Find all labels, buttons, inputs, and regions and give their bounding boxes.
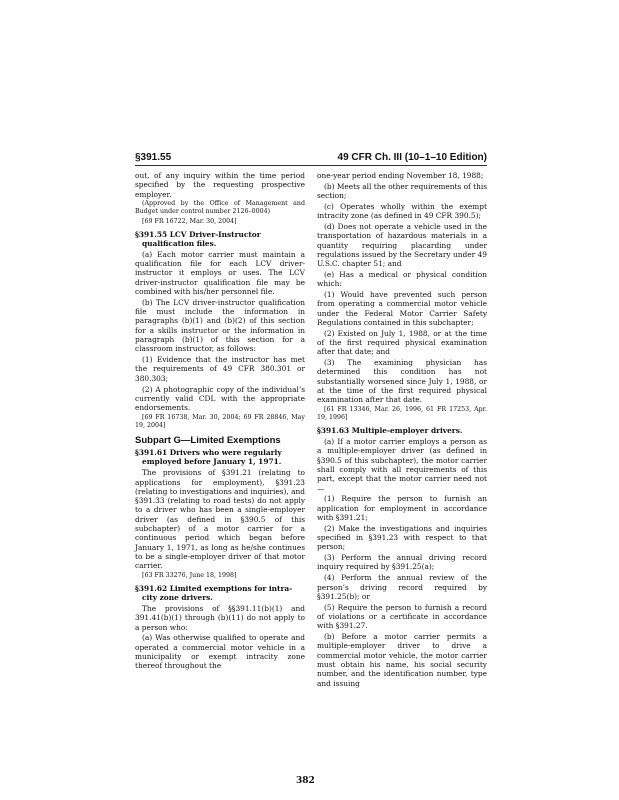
paragraph: out, of any inquiry within the time period specified by the requesting prospective employer.	[135, 171, 305, 199]
right-column	[317, 171, 487, 689]
paragraph: The provisions of §§391.11(b)(1) and 391.41(b)(1) through (b)(11) do not apply to a person who:	[135, 604, 305, 632]
page-number: 382	[296, 776, 315, 786]
section-header: §391.55	[135, 152, 172, 163]
paragraph: (1) Evidence that the instructor has met the requirements of 49 CFR 380.301 or 380.303;	[135, 355, 305, 383]
citation: [61 FR 13346, Mar. 26, 1996, 61 FR 17253, Apr. 19, 1996]	[317, 406, 487, 422]
approval-note: (Approved by the Office of Management and Budget under control number 2126–0004)	[135, 200, 305, 216]
section-heading: §391.61 Drivers who were regularly employed before January 1, 1971.	[135, 448, 282, 467]
paragraph: (b) The LCV driver-instructor qualification file must include the information in paragraphs (b)(1) and (b)(2) of this section for a skills instructor or the information in paragraph (b)(1) of this section for a classroom instructor, as follows:	[135, 297, 305, 354]
subpart-heading: Subpart G—Limited Exemptions	[135, 434, 281, 446]
paragraph: (2) A photographic copy of the individual’s currently valid CDL with the appropriate endorsements.	[135, 384, 305, 413]
paragraph: (2) Existed on July 1, 1988, or at the time of the first required physical examination after that date; and	[317, 328, 487, 357]
paragraph: (3) The examining physician has determined this condition has not substantially worsened since July 1, 1988, or at the time of the first required physical examination after that date.	[317, 358, 487, 405]
left-column	[135, 171, 305, 672]
paragraph: (c) Operates wholly within the exempt intracity zone (as defined in 49 CFR 390.5);	[317, 201, 487, 221]
paragraph: (a) Each motor carrier must maintain a qualification file for each LCV driver-instructor it employs or uses. The LCV driver-instructor qualification file may be combined with his/her personnel file.	[135, 249, 305, 297]
citation: [69 FR 16738, Mar. 30, 2004; 69 FR 28846, May 19, 2004]	[135, 413, 305, 429]
paragraph: (4) Perform the annual review of the person’s driving record required by §391.25(b); or	[317, 573, 487, 601]
running-title: 49 CFR Ch. III (10–1–10 Edition)	[337, 152, 487, 163]
paragraph: (3) Perform the annual driving record inquiry required by §391.25(a);	[317, 553, 487, 572]
section-heading: §391.55 LCV Driver-Instructor qualification files.	[135, 229, 261, 248]
paragraph: The provisions of §391.21 (relating to applications for employment), §391.23 (relating to investigations and inquiries), and §391.33 (relating to road tests) do not apply to a driver who has been a single-employer driver (as defined in §390.5 of this subchapter) of a motor carrier for a continuous period which began before January 1, 1971, as long as he/she continues to be a single-employer driver of that motor carrier.	[135, 468, 305, 571]
paragraph: (1) Would have prevented such person from operating a commercial motor vehicle under the Federal Motor Carrier Safety Regulations contained in this subchapter;	[317, 290, 487, 327]
section-heading: §391.62 Limited exemptions for intra-city zone drivers.	[135, 584, 293, 602]
paragraph: (d) Does not operate a vehicle used in the transportation of hazardous materials in a quantity requiring placarding under regulations issued by the Secretary under 49 U.S.C. chapter 51; and	[317, 221, 487, 269]
paragraph: (1) Require the person to furnish an application for employment in accordance with §391.21;	[317, 494, 487, 522]
paragraph: (e) Has a medical or physical condition which:	[317, 269, 487, 289]
citation: [63 FR 33276, June 18, 1998]	[142, 572, 237, 579]
section-heading: §391.63 Multiple-employer drivers.	[317, 426, 463, 436]
paragraph: (2) Make the investigations and inquiries specified in §391.23 with respect to that person;	[317, 523, 487, 552]
paragraph: (b) Before a motor carrier permits a multiple-employer driver to drive a commercial motor vehicle, the motor carrier must obtain his name, his social security number, and the identification number, type and issuing	[317, 632, 487, 688]
paragraph: (b) Meets all the other requirements of this section;	[317, 181, 487, 201]
header-rule	[135, 165, 487, 166]
paragraph: (a) If a motor carrier employs a person as a multiple-employer driver (as defined in §390.5 of this subchapter), the motor carrier shall comply with all requirements of this part, except that the motor carrier need not—	[317, 437, 487, 493]
paragraph: (5) Require the person to furnish a record of violations or a certificate in accordance with §391.27.	[317, 602, 487, 631]
paragraph: one-year period ending November 18, 1988;	[317, 171, 484, 180]
citation: [69 FR 16722, Mar. 30, 2004]	[142, 217, 237, 225]
paragraph: (a) Was otherwise qualified to operate and operated a commercial motor vehicle in a municipality or exempt intracity zone thereof throughout the	[135, 633, 305, 671]
